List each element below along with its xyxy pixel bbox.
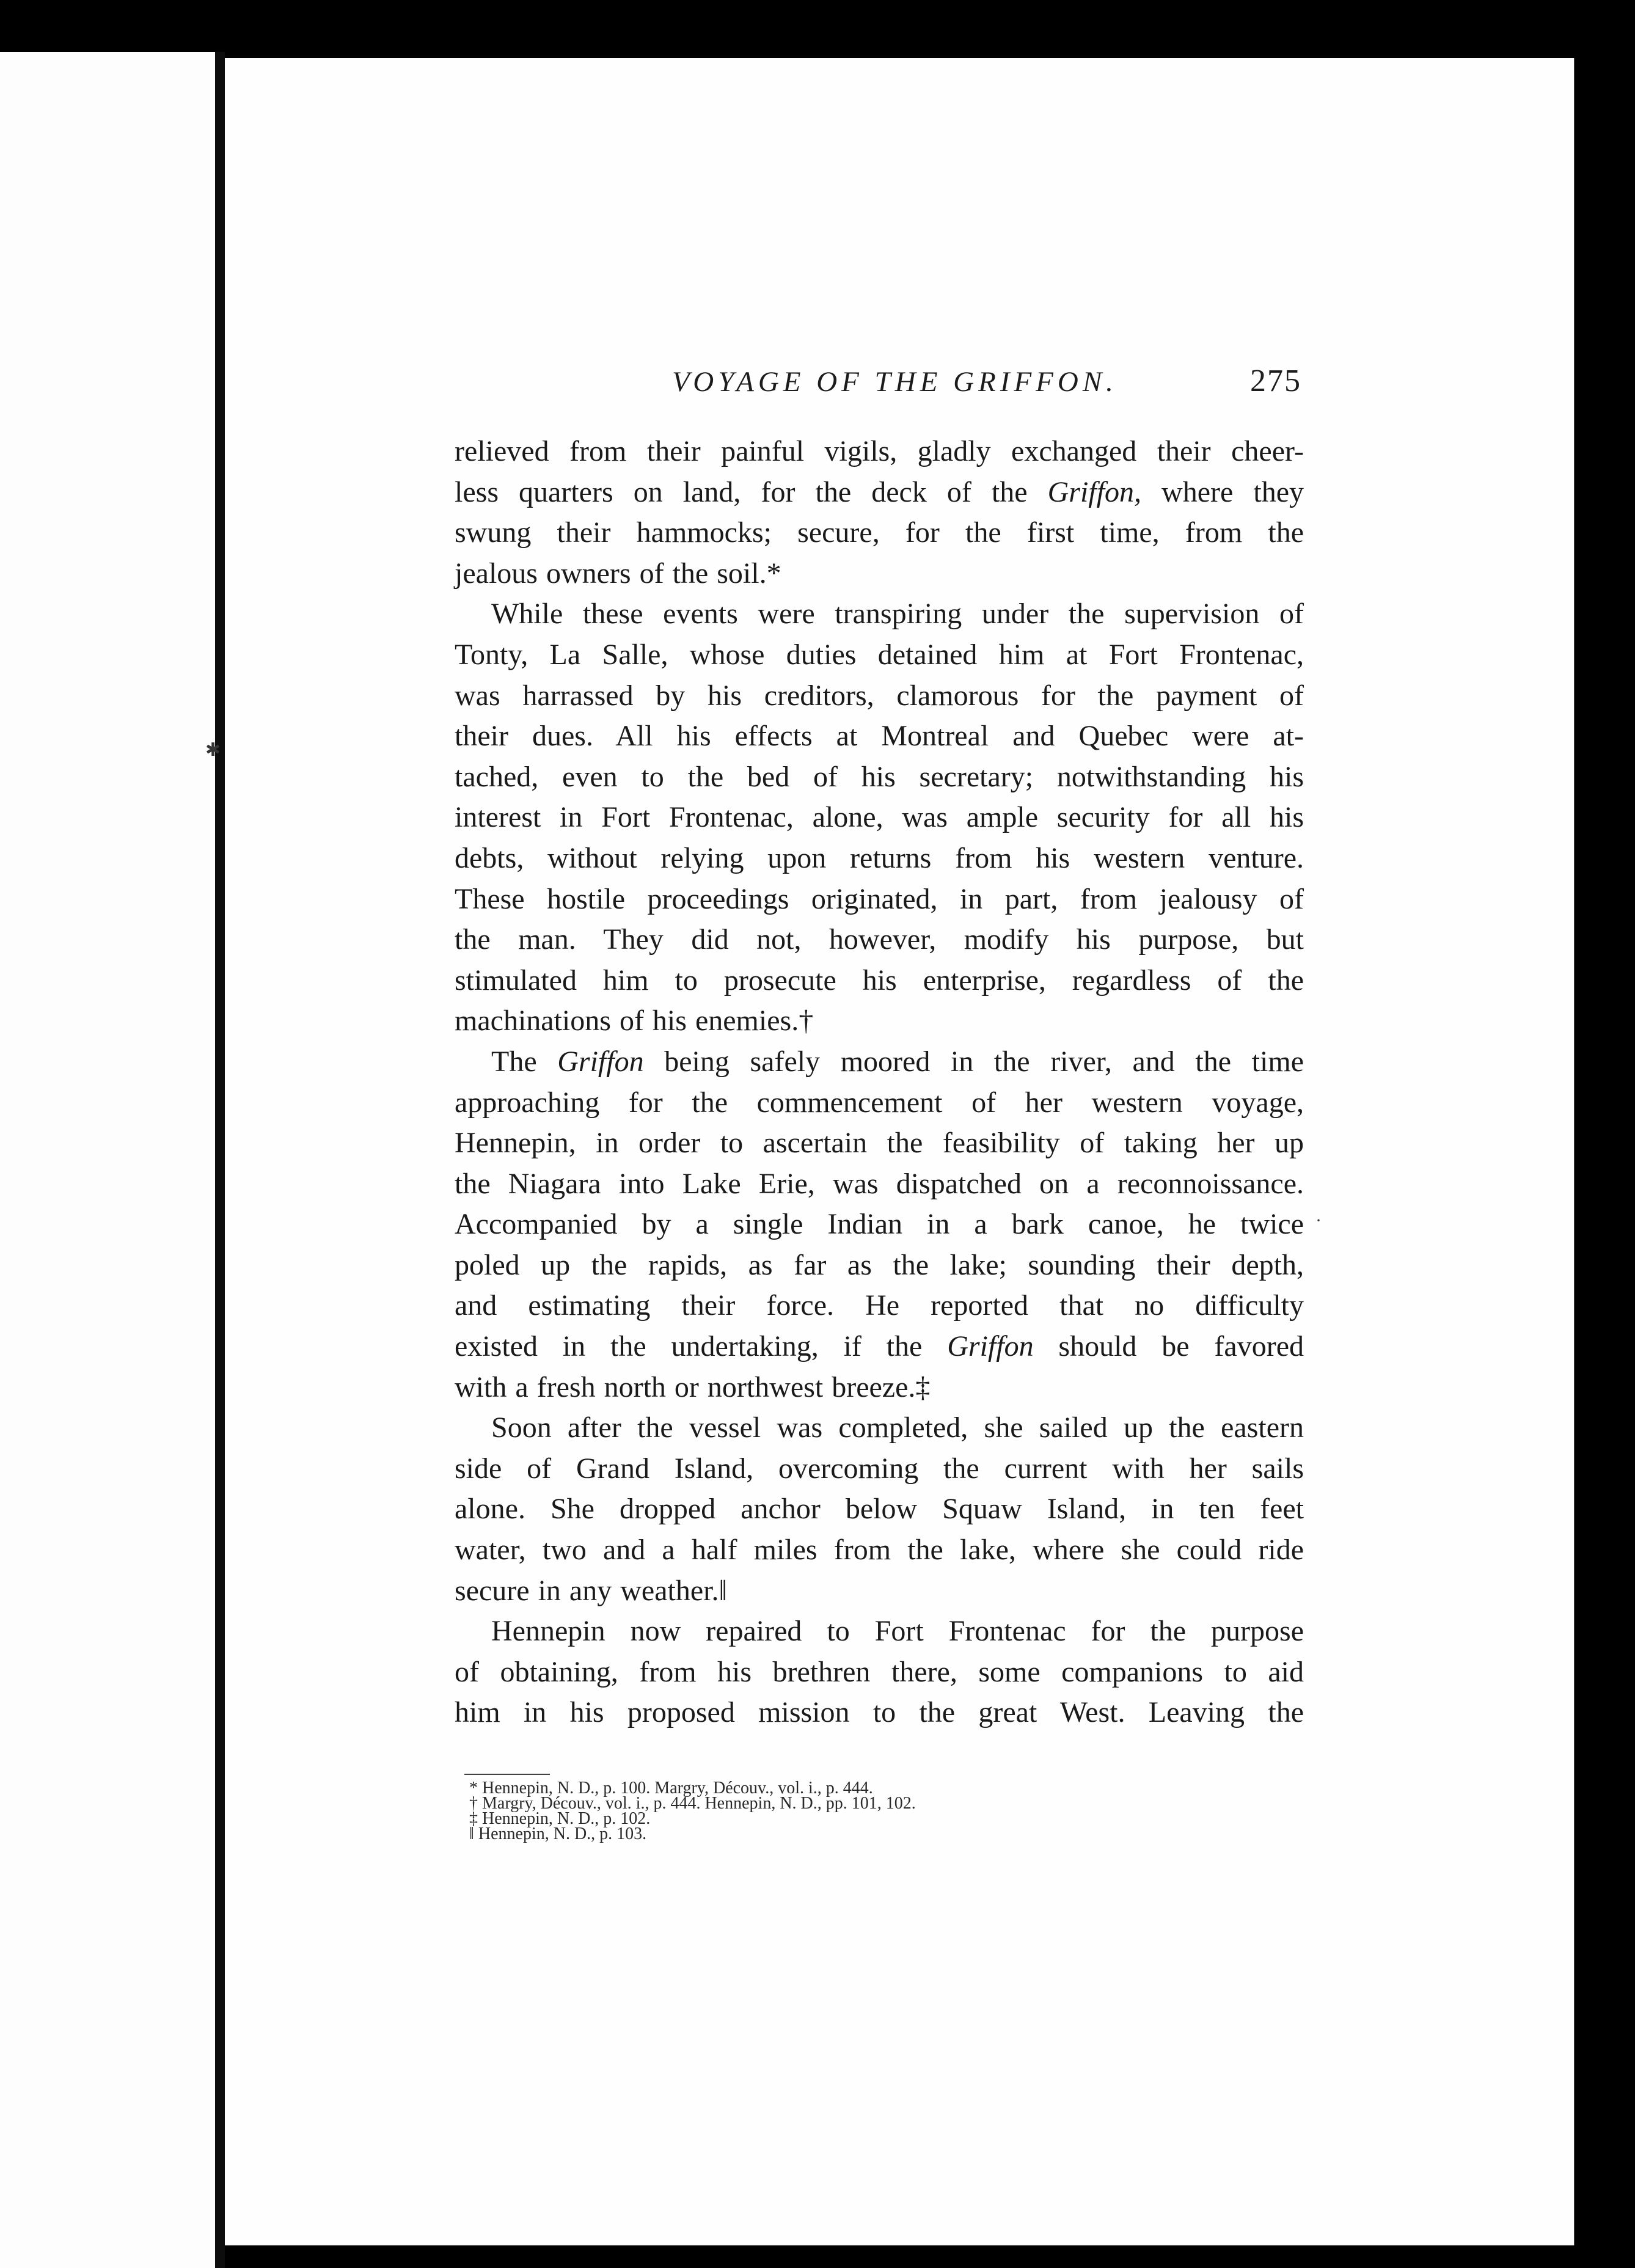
text-line (455, 1326, 1304, 1367)
text-line: These hostile proceedings originated, in part, from jealousy of (455, 882, 1304, 915)
text-line: their dues. All his effects at Montreal and Quebec were at- (455, 720, 1304, 753)
body-text (455, 431, 1304, 1733)
running-head: VOYAGE OF THE GRIFFON. (672, 366, 1117, 398)
text-run: where they (1141, 475, 1304, 508)
text-line: side of Grand Island, overcoming the current with her sails (455, 1452, 1304, 1485)
text-line: water, two and a half miles from the lake, where she could ride (455, 1534, 1304, 1567)
footnote-rule (464, 1774, 550, 1775)
text-run: existed in the undertaking, if the (455, 1330, 948, 1363)
text-line: with a fresh north or northwest breeze.‡ (455, 1370, 931, 1403)
facing-blank-page (0, 52, 215, 2268)
text-line: debts, without relying upon returns from his western venture. (455, 841, 1304, 874)
text-run: The (491, 1045, 558, 1078)
text-line: Hennepin now repaired to Fort Frontenac for the purpose (491, 1615, 1304, 1648)
text-line: interest in Fort Frontenac, alone, was ample security for all his (455, 801, 1304, 834)
text-line: the Niagara into Lake Erie, was dispatched on a reconnoissance. (455, 1167, 1304, 1200)
text-run: being safely moored in the river, and the time (643, 1045, 1304, 1078)
ship-name: Griffon (947, 1330, 1034, 1363)
text-line: Hennepin, in order to ascertain the feasibility of taking her up (455, 1127, 1304, 1160)
text-line: While these events were transpiring under the supervision of (491, 598, 1304, 631)
footnotes (469, 1780, 1172, 1842)
ship-name: Griffon, (1047, 475, 1141, 508)
text-run: should be favored (1033, 1330, 1304, 1363)
text-line: jealous owners of the soil.* (455, 557, 781, 590)
footnote: ‡ Hennepin, N. D., p. 102. (469, 1809, 651, 1828)
book-gutter (215, 52, 225, 2268)
text-line: was harrassed by his creditors, clamorous for the payment of (455, 679, 1304, 712)
page-edge-speck: · (1315, 1210, 1322, 1231)
text-line (455, 1042, 1304, 1083)
text-line: machinations of his enemies.† (455, 1004, 814, 1037)
page-number: 275 (1250, 364, 1301, 398)
text-line (455, 472, 1304, 513)
text-line: alone. She dropped anchor below Squaw Island, in ten feet (455, 1493, 1304, 1526)
text-line: and estimating their force. He reported that no difficulty (455, 1289, 1304, 1322)
ship-name: Griffon (557, 1045, 644, 1078)
text-line: Accompanied by a single Indian in a bark canoe, he twice (455, 1208, 1304, 1241)
text-line: Tonty, La Salle, whose duties detained him at Fort Frontenac, (455, 638, 1304, 671)
margin-speck: ✱ (205, 740, 221, 760)
text-run: less quarters on land, for the deck of the (455, 475, 1048, 508)
text-line: stimulated him to prosecute his enterprise, regardless of the (455, 964, 1304, 997)
text-line: of obtaining, from his brethren there, some companions to aid (455, 1655, 1304, 1688)
text-line: Soon after the vessel was completed, she sailed up the eastern (491, 1411, 1304, 1444)
text-line: tached, even to the bed of his secretary; notwithstanding his (455, 760, 1304, 793)
page-header (672, 365, 1301, 408)
text-line: him in his proposed mission to the great West. Leaving the (455, 1696, 1304, 1729)
footnote: † Margry, Découv., vol. i., p. 444. Hennepin, N. D., pp. 101, 102. (469, 1794, 916, 1813)
text-line: relieved from their painful vigils, gladly exchanged their cheer- (455, 435, 1304, 467)
footnote: ‖ Hennepin, N. D., p. 103. (469, 1824, 647, 1843)
text-line: poled up the rapids, as far as the lake; sounding their depth, (455, 1248, 1304, 1281)
text-line: the man. They did not, however, modify his purpose, but (455, 923, 1304, 956)
footnote: * Hennepin, N. D., p. 100. Margry, Découv., vol. i., p. 444. (469, 1779, 873, 1798)
text-line: approaching for the commencement of her western voyage, (455, 1086, 1304, 1119)
text-line: swung their hammocks; secure, for the first time, from the (455, 516, 1304, 549)
text-line: secure in any weather.‖ (455, 1574, 727, 1607)
